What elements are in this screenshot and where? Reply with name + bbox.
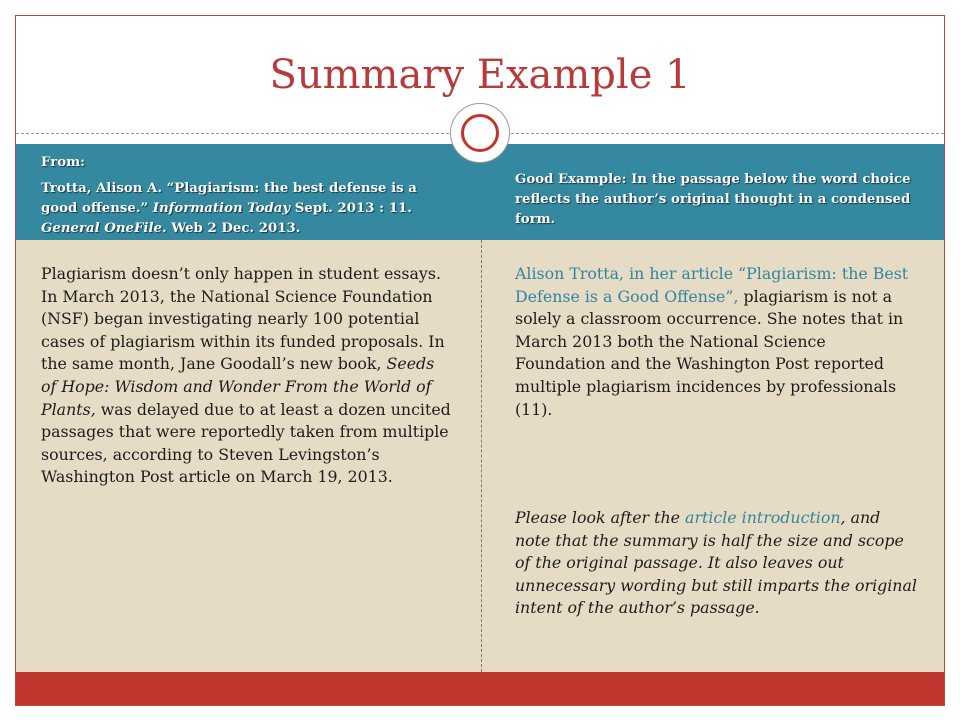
source-header (41, 153, 456, 239)
citation-journal: Information Today (152, 201, 291, 216)
example-header (515, 170, 915, 230)
source-citation (41, 179, 456, 239)
citation-date-page: Sept. 2013 : 11. (290, 201, 412, 216)
citation-author-title: Trotta, Alison A. “Plagiarism: the best defense is a good offense.” (41, 181, 417, 216)
summary-paragraph (515, 263, 920, 421)
passage-text-start: Plagiarism doesn’t only happen in student essays. In March 2013, the National Science Foundation (NSF) began investigating nearly 100 potential cases of plagiarism within its funded proposals. In the same month, Jane Goodall’s new book, (41, 264, 445, 374)
summary-body: plagiarism is not a solely a classroom occurrence. She notes that in March 2013 both the National Science Foundation and the Washington Post reported multiple plagiarism incidences by professionals (11). (515, 286, 904, 419)
from-label: From: (41, 155, 86, 170)
slide-title: Summary Example 1 (269, 52, 691, 98)
example-header-text: Good Example: In the passage below the word choice reflects the author’s original thought in a condensed form. (515, 172, 911, 227)
column-divider (481, 240, 482, 672)
note-text-start: Please look after the (515, 508, 686, 527)
source-passage (41, 263, 453, 489)
circle-ornament-inner-ring-icon (461, 114, 499, 152)
passage-book-title: Seeds of Hope: Wisdom and Wonder From the World of Plants, (41, 354, 435, 419)
footer-band (16, 672, 944, 705)
summary-note (515, 507, 920, 620)
citation-access: . Web 2 Dec. 2013. (161, 221, 301, 236)
note-highlight: article introduction (685, 508, 841, 527)
citation-database: General OneFile (41, 221, 162, 236)
summary-introduction: Alison Trotta, in her article “Plagiarism: the Best Defense is a Good Offense”, (515, 264, 909, 306)
note-text-end: , and note that the summary is half the size and scope of the original passage. It also leaves out unnecessary wording but still imparts the original intent of the author’s passage. (515, 508, 917, 618)
passage-text-end: was delayed due to at least a dozen uncited passages that were reportedly taken from multiple sources, according to Steven Levingston’s Washington Post article on March 19, 2013. (41, 399, 451, 487)
